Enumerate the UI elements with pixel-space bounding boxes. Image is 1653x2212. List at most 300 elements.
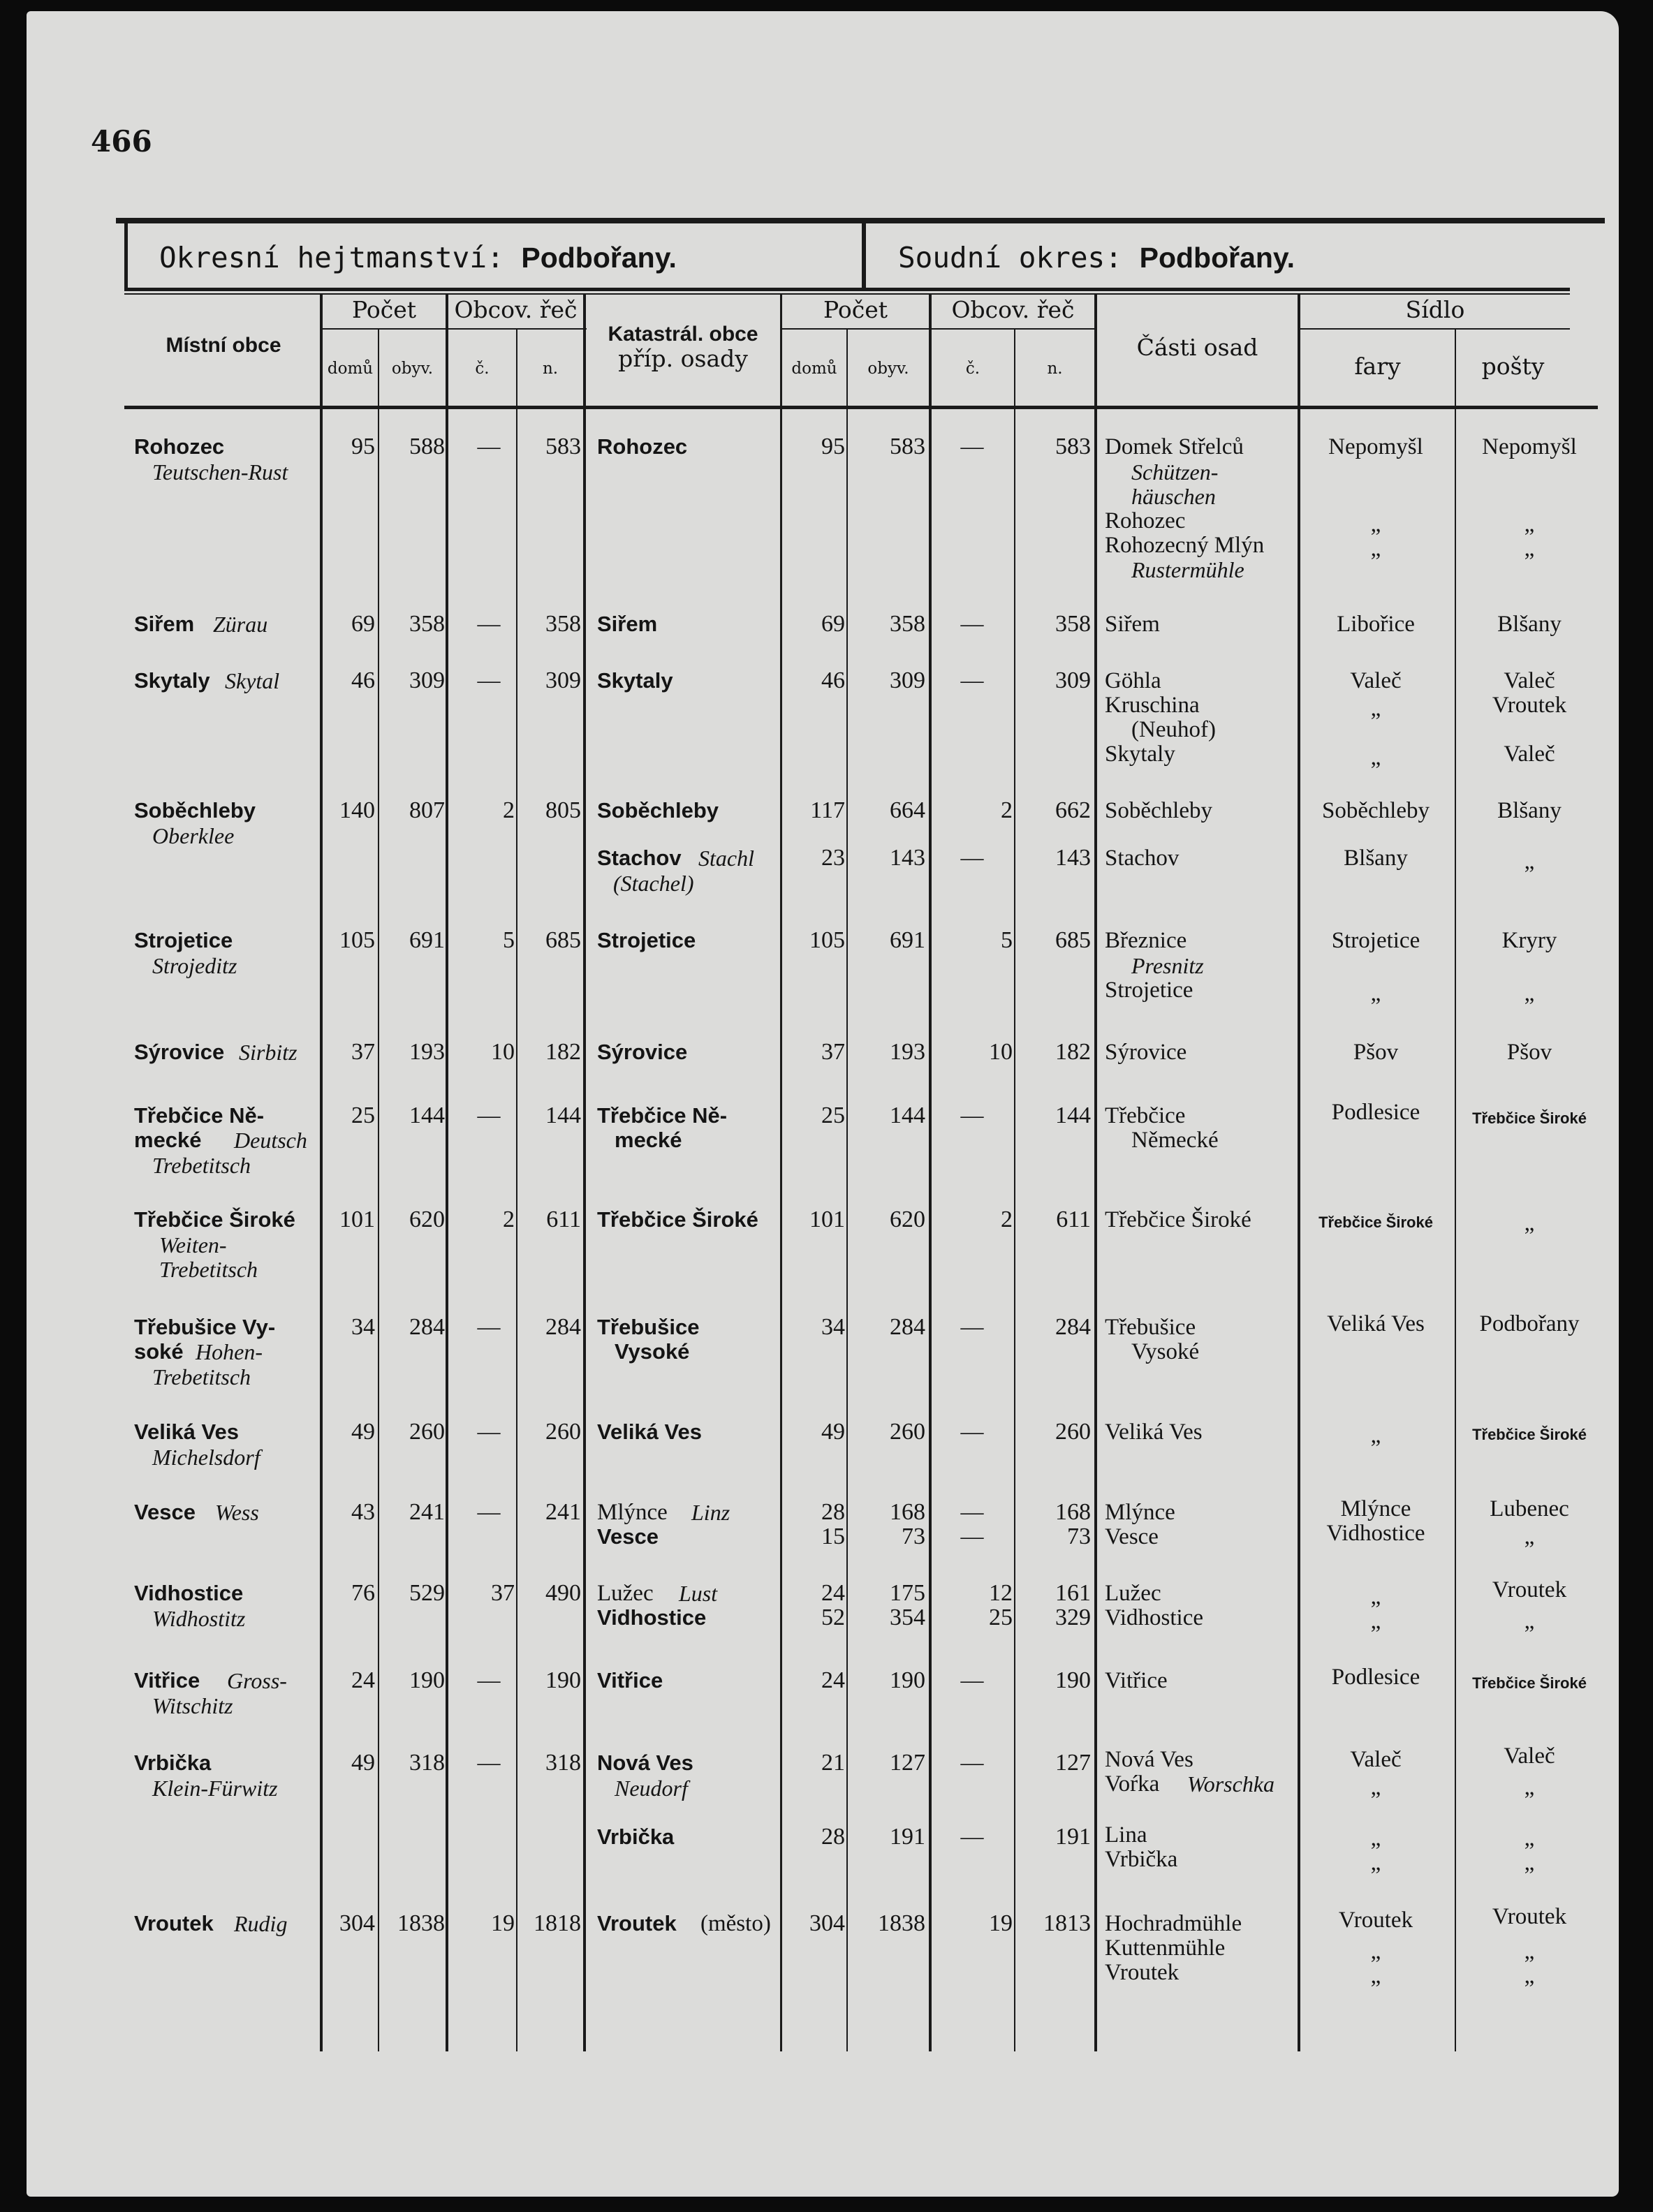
col-rule-h: [929, 293, 932, 2051]
header-divider: [862, 223, 866, 289]
colhead-katastral-2: příp. osady: [618, 345, 748, 372]
table-cell: Zürau: [213, 612, 268, 637]
col-rule-g: [846, 330, 848, 2051]
table-cell: —: [960, 1420, 984, 1445]
table-cell: Hochradmühle: [1105, 1911, 1242, 1936]
table-cell: „: [1370, 1850, 1381, 1875]
table-cell: Německé: [1131, 1128, 1219, 1153]
table-cell: 284: [890, 1314, 925, 1340]
table-cell: —: [960, 846, 984, 871]
table-cell: „: [1370, 745, 1381, 770]
table-cell: —: [477, 1668, 501, 1693]
table-cell: „: [1370, 696, 1381, 721]
table-cell: „: [1370, 512, 1381, 537]
table-cell: —: [477, 1750, 501, 1776]
table-cell: 691: [890, 927, 925, 953]
table-cell: 620: [890, 1207, 925, 1232]
table-cell: Lust: [679, 1581, 718, 1606]
colhead-rule-3: [1300, 328, 1570, 330]
table-cell: 37: [491, 1580, 515, 1606]
table-cell: Nová Ves: [597, 1750, 693, 1775]
table-cell: 1838: [397, 1910, 445, 1936]
col-rule-a: [320, 293, 323, 2051]
table-cell: Valeč: [1350, 668, 1402, 693]
table-cell: 583: [545, 434, 581, 459]
table-cell: Valeč: [1504, 742, 1555, 767]
table-cell: Soběchleby: [1105, 798, 1212, 823]
table-cell: Vroutek: [1492, 1577, 1567, 1602]
table-cell: Vroutek: [1338, 1908, 1413, 1933]
table-cell: Třebčice Široké: [1472, 1674, 1587, 1692]
table-cell: 611: [546, 1207, 581, 1232]
table-cell: Valeč: [1350, 1747, 1402, 1772]
table-cell: 309: [1055, 668, 1091, 693]
table-cell: Worschka: [1187, 1771, 1275, 1797]
colhead-pocet-2: Počet: [823, 296, 888, 323]
table-cell: 354: [890, 1605, 925, 1630]
table-cell: Sýrovice: [134, 1040, 225, 1064]
table-cell: —: [960, 612, 984, 637]
table-cell: —: [960, 1750, 984, 1776]
table-cell: 620: [409, 1207, 445, 1232]
table-cell: 95: [351, 434, 375, 459]
table-cell: Voŕka: [1105, 1771, 1160, 1797]
header-bottom-rule-thin: [124, 293, 1570, 295]
table-cell: 191: [1055, 1824, 1091, 1850]
table-cell: Podbořany: [1479, 1311, 1580, 1336]
table-cell: 664: [890, 797, 925, 823]
table-cell: „: [1524, 1609, 1535, 1634]
table-cell: Weiten-: [159, 1232, 227, 1258]
table-cell: 1838: [878, 1910, 925, 1936]
table-cell: 34: [821, 1314, 845, 1340]
table-cell: —: [960, 1668, 984, 1693]
table-cell: Stachov: [597, 846, 682, 870]
colhead-sidlo: Sídlo: [1405, 296, 1465, 323]
table-cell: Kuttenmühle: [1105, 1936, 1226, 1961]
table-cell: Vrbička: [1105, 1847, 1178, 1872]
table-cell: 144: [409, 1103, 445, 1128]
col-rule-j: [1094, 293, 1097, 2051]
district-heading: [159, 241, 677, 274]
table-cell: 318: [409, 1750, 445, 1776]
table-cell: 76: [351, 1580, 375, 1606]
table-cell: —: [477, 1420, 501, 1445]
table-cell: Blšany: [1344, 846, 1408, 871]
table-cell: 144: [1055, 1103, 1091, 1128]
table-cell: 284: [545, 1314, 581, 1340]
table-cell: 105: [339, 927, 375, 953]
table-cell: Rudig: [234, 1911, 288, 1936]
header-left-border: [124, 223, 128, 289]
table-cell: 190: [890, 1667, 925, 1693]
table-cell: 193: [890, 1039, 925, 1065]
colhead-c-2: č.: [965, 360, 980, 378]
col-rule-e: [583, 293, 586, 2051]
table-cell: —: [477, 668, 501, 693]
table-cell: „: [1370, 1963, 1381, 1989]
table-cell: (město): [700, 1911, 771, 1936]
table-cell: 260: [409, 1419, 445, 1445]
table-cell: Rustermühle: [1131, 557, 1244, 582]
table-cell: 358: [890, 611, 925, 637]
table-cell: 309: [890, 668, 925, 693]
table-cell: 175: [890, 1580, 925, 1606]
colhead-n-2: n.: [1047, 360, 1063, 378]
table-cell: „: [1524, 981, 1535, 1006]
table-cell: Veliká Ves: [597, 1420, 702, 1444]
table-cell: Strojeditz: [152, 953, 237, 978]
table-cell: Trebetitsch: [152, 1364, 251, 1389]
table-cell: Třebčice Široké: [1105, 1207, 1251, 1232]
table-cell: Presnitz: [1131, 953, 1204, 978]
colhead-c: č.: [475, 360, 490, 378]
table-cell: Vidhostice: [1105, 1605, 1203, 1630]
table-cell: „: [1524, 1826, 1535, 1851]
colhead-bottom-rule: [124, 406, 1598, 409]
table-cell: Kruschina: [1105, 693, 1200, 718]
table-cell: Vroutek: [1492, 1904, 1567, 1929]
table-cell: „: [1370, 1609, 1381, 1634]
table-cell: Pšov: [1353, 1040, 1399, 1065]
table-cell: Nová Ves: [1105, 1747, 1193, 1772]
table-cell: Vidhostice: [597, 1605, 707, 1630]
table-cell: Valeč: [1504, 1743, 1555, 1769]
table-cell: 12: [989, 1580, 1013, 1606]
table-cell: Wess: [215, 1500, 259, 1525]
table-cell: 588: [409, 434, 445, 459]
table-cell: Třebčice Široké: [1472, 1426, 1587, 1443]
table-cell: 25: [351, 1103, 375, 1128]
table-cell: „: [1524, 1524, 1535, 1549]
col-rule-d: [516, 330, 517, 2051]
colhead-n: n.: [542, 360, 559, 378]
table-cell: 309: [409, 668, 445, 693]
table-cell: Vitřice: [597, 1668, 663, 1693]
table-cell: 49: [351, 1419, 375, 1445]
district-name: Podbořany.: [521, 242, 677, 274]
table-cell: 662: [1055, 797, 1091, 823]
table-cell: „: [1524, 1775, 1535, 1800]
table-cell: Lužec: [597, 1581, 654, 1606]
table-cell: 46: [351, 668, 375, 693]
table-cell: Vrbička: [134, 1750, 212, 1775]
table-cell: „: [1524, 512, 1535, 537]
colhead-obyv: obyv.: [391, 360, 434, 378]
table-cell: Skytaly: [597, 668, 673, 693]
colhead-domu: domů: [327, 360, 374, 378]
table-cell: 49: [351, 1750, 375, 1776]
table-cell: Třebčice: [1105, 1103, 1186, 1128]
table-cell: 28: [821, 1824, 845, 1850]
header-bottom-rule: [124, 288, 1570, 291]
court-name: Podbořany.: [1139, 242, 1295, 274]
table-cell: 43: [351, 1499, 375, 1525]
table-cell: Blšany: [1497, 612, 1562, 637]
table-cell: „: [1370, 536, 1381, 561]
table-cell: 23: [821, 845, 845, 871]
table-cell: „: [1524, 1963, 1535, 1989]
table-cell: 805: [545, 797, 581, 823]
top-rule: [116, 218, 1605, 223]
table-cell: 46: [821, 668, 845, 693]
table-cell: Linz: [691, 1500, 730, 1525]
table-cell: 5: [503, 927, 515, 953]
table-cell: Vysoké: [615, 1339, 690, 1364]
table-cell: „: [1370, 1939, 1381, 1964]
table-cell: 140: [339, 797, 375, 823]
table-cell: Siřem: [1105, 612, 1160, 637]
table-cell: 193: [409, 1039, 445, 1065]
table-cell: 144: [545, 1103, 581, 1128]
table-cell: 73: [902, 1524, 925, 1549]
table-cell: mecké: [615, 1128, 682, 1152]
table-cell: Libořice: [1337, 612, 1415, 637]
table-cell: Schützen-: [1131, 459, 1219, 485]
colhead-fary: fary: [1354, 353, 1401, 380]
table-cell: häuschen: [1131, 484, 1216, 509]
table-cell: Nepomyšl: [1328, 434, 1423, 459]
table-cell: Veliká Ves: [1327, 1311, 1425, 1336]
table-cell: Mlýnce: [597, 1500, 668, 1525]
table-cell: 329: [1055, 1605, 1091, 1630]
table-cell: Domek Střelců: [1105, 434, 1244, 459]
table-cell: 24: [351, 1667, 375, 1693]
table-cell: 284: [409, 1314, 445, 1340]
table-cell: Třebčice Široké: [134, 1207, 295, 1232]
court-heading: [898, 241, 1295, 274]
table-cell: Strojetice: [134, 928, 233, 952]
table-cell: 182: [1055, 1039, 1091, 1065]
col-rule-b: [378, 330, 379, 2051]
table-cell: 10: [491, 1039, 515, 1065]
table-cell: Mlýnce: [1340, 1496, 1411, 1521]
table-cell: 2: [1001, 797, 1013, 823]
table-cell: „: [1524, 1939, 1535, 1964]
table-cell: Třebušice Vy-: [134, 1315, 276, 1339]
table-cell: „: [1524, 1211, 1535, 1236]
table-cell: Deutsch: [234, 1128, 307, 1153]
table-cell: Trebetitsch: [159, 1257, 258, 1282]
table-cell: Valeč: [1504, 668, 1555, 693]
table-cell: Pšov: [1506, 1040, 1552, 1065]
table-cell: Třebušice: [1105, 1315, 1196, 1340]
table-cell: 583: [1055, 434, 1091, 459]
colhead-domu-2: domů: [791, 360, 837, 378]
table-cell: 691: [409, 927, 445, 953]
table-cell: 24: [821, 1667, 845, 1693]
table-cell: Oberklee: [152, 823, 235, 848]
table-cell: Vesce: [1105, 1524, 1159, 1549]
colhead-obcov-rec-2: Obcov. řeč: [951, 296, 1075, 323]
table-cell: Podlesice: [1331, 1100, 1420, 1125]
table-cell: Třebčice Široké: [1472, 1109, 1587, 1127]
table-cell: Veliká Ves: [1105, 1420, 1203, 1445]
table-cell: 69: [821, 611, 845, 637]
table-cell: Trebetitsch: [152, 1153, 251, 1178]
table-cell: 309: [545, 668, 581, 693]
table-cell: Strojetice: [1105, 978, 1193, 1003]
table-cell: —: [960, 1315, 984, 1340]
table-cell: 37: [821, 1039, 845, 1065]
table-cell: 21: [821, 1750, 845, 1776]
table-cell: 358: [545, 611, 581, 637]
table-cell: 28: [821, 1499, 845, 1525]
table-cell: —: [960, 1524, 984, 1549]
table-cell: Březnice: [1105, 928, 1187, 953]
table-cell: 2: [503, 1207, 515, 1232]
table-cell: Stachl: [698, 846, 754, 871]
table-cell: Soběchleby: [597, 798, 719, 823]
table-cell: 182: [545, 1039, 581, 1065]
table-cell: Rohozecný Mlýn: [1105, 533, 1265, 558]
table-cell: 105: [809, 927, 845, 953]
table-cell: Siřem: [597, 612, 658, 636]
table-cell: 358: [1055, 611, 1091, 637]
table-cell: 95: [821, 434, 845, 459]
table-cell: 5: [1001, 927, 1013, 953]
table-cell: 611: [1056, 1207, 1091, 1232]
colhead-rule-2: [782, 328, 1096, 330]
table-cell: 143: [1055, 845, 1091, 871]
col-rule-f: [780, 293, 782, 2051]
table-cell: 260: [1055, 1419, 1091, 1445]
table-cell: Podlesice: [1331, 1665, 1420, 1690]
table-cell: Sýrovice: [1105, 1040, 1187, 1065]
table-cell: 529: [409, 1580, 445, 1606]
table-cell: Vidhostice: [1326, 1521, 1425, 1546]
table-cell: Neudorf: [615, 1776, 688, 1801]
table-cell: Soběchleby: [134, 798, 256, 823]
table-cell: mecké: [134, 1128, 202, 1152]
colhead-mistni-obce: Místní obce: [166, 334, 281, 357]
table-cell: Skytal: [225, 668, 280, 693]
table-cell: Mlýnce: [1105, 1500, 1175, 1525]
table-cell: —: [477, 1103, 501, 1128]
table-cell: „: [1370, 981, 1381, 1006]
table-cell: Witschitz: [152, 1693, 233, 1718]
colhead-katastral: Katastrál. obce: [608, 323, 758, 346]
table-cell: Klein-Fürwitz: [152, 1776, 278, 1801]
table-cell: 127: [890, 1750, 925, 1776]
table-cell: Vroutek: [1492, 693, 1567, 718]
table-cell: 49: [821, 1419, 845, 1445]
table-cell: Vesce: [597, 1524, 659, 1549]
table-cell: 490: [545, 1580, 581, 1606]
table-cell: soké: [134, 1339, 184, 1364]
table-cell: 304: [809, 1910, 845, 1936]
colhead-pocet: Počet: [351, 296, 416, 323]
table-cell: —: [960, 434, 984, 459]
table-cell: 15: [821, 1524, 845, 1549]
table-cell: Vitřice: [1105, 1668, 1168, 1693]
table-cell: Skytaly: [134, 668, 210, 693]
table-cell: Lina: [1105, 1822, 1147, 1848]
table-cell: 583: [890, 434, 925, 459]
table-cell: 241: [409, 1499, 445, 1525]
colhead-obyv-2: obyv.: [867, 360, 909, 378]
table-cell: Třebušice: [597, 1315, 700, 1339]
table-cell: —: [477, 612, 501, 637]
table-cell: Třebčice Široké: [1318, 1214, 1433, 1231]
table-cell: 190: [409, 1667, 445, 1693]
table-cell: 19: [491, 1910, 515, 1936]
table-cell: 73: [1067, 1524, 1091, 1549]
table-cell: Sýrovice: [597, 1040, 688, 1064]
table-cell: Rohozec: [134, 434, 225, 459]
table-cell: —: [960, 1103, 984, 1128]
table-cell: 101: [339, 1207, 375, 1232]
table-cell: „: [1370, 1775, 1381, 1800]
table-cell: Vidhostice: [134, 1581, 244, 1605]
table-cell: Vroutek: [134, 1911, 214, 1936]
table-cell: Lužec: [1105, 1581, 1161, 1606]
table-cell: Nepomyšl: [1482, 434, 1577, 459]
table-cell: 807: [409, 797, 445, 823]
page-number: 466: [91, 124, 152, 158]
colhead-casti-osad: Části osad: [1136, 334, 1258, 361]
table-cell: 241: [545, 1499, 581, 1525]
table-cell: 10: [989, 1039, 1013, 1065]
table-cell: Vitřice: [134, 1668, 200, 1693]
table-cell: Vroutek: [597, 1911, 677, 1936]
table-cell: Stachov: [1105, 846, 1180, 871]
table-cell: —: [477, 434, 501, 459]
table-cell: Vrbička: [597, 1824, 675, 1849]
table-cell: Strojetice: [597, 928, 696, 952]
table-cell: Gross-: [227, 1668, 287, 1693]
table-cell: Vysoké: [1131, 1339, 1200, 1364]
table-cell: Widhostitz: [152, 1606, 246, 1631]
table-cell: Rohozec: [597, 434, 688, 459]
colhead-posty: pošty: [1481, 353, 1545, 380]
table-cell: Göhla: [1105, 668, 1161, 693]
table-cell: Veliká Ves: [134, 1420, 239, 1444]
table-cell: (Neuhof): [1131, 717, 1216, 742]
table-cell: Strojetice: [1331, 928, 1420, 953]
table-cell: 168: [890, 1499, 925, 1525]
table-cell: 358: [409, 611, 445, 637]
table-cell: 284: [1055, 1314, 1091, 1340]
table-cell: Lubenec: [1490, 1496, 1569, 1521]
table-cell: 117: [810, 797, 845, 823]
table-cell: „: [1370, 1584, 1381, 1609]
table-cell: 191: [890, 1824, 925, 1850]
table-cell: 260: [890, 1419, 925, 1445]
table-cell: —: [477, 1315, 501, 1340]
table-cell: 52: [821, 1605, 845, 1630]
table-cell: 19: [989, 1910, 1013, 1936]
table-cell: 190: [1055, 1667, 1091, 1693]
table-cell: 161: [1055, 1580, 1091, 1606]
table-cell: 190: [545, 1667, 581, 1693]
table-cell: Blšany: [1497, 798, 1562, 823]
table-cell: 1818: [534, 1910, 581, 1936]
table-cell: Hohen-: [196, 1339, 263, 1364]
table-cell: Sirbitz: [239, 1040, 297, 1065]
table-cell: Třebčice Ně-: [134, 1103, 265, 1128]
table-cell: 127: [1055, 1750, 1091, 1776]
table-cell: Siřem: [134, 612, 195, 636]
table-cell: Michelsdorf: [152, 1445, 260, 1470]
table-cell: Vroutek: [1105, 1960, 1180, 1985]
table-cell: 304: [339, 1910, 375, 1936]
colhead-obcov-rec: Obcov. řeč: [454, 296, 578, 323]
table-cell: „: [1524, 1850, 1535, 1875]
table-cell: (Stachel): [613, 871, 694, 896]
table-cell: 37: [351, 1039, 375, 1065]
col-rule-i: [1014, 330, 1015, 2051]
